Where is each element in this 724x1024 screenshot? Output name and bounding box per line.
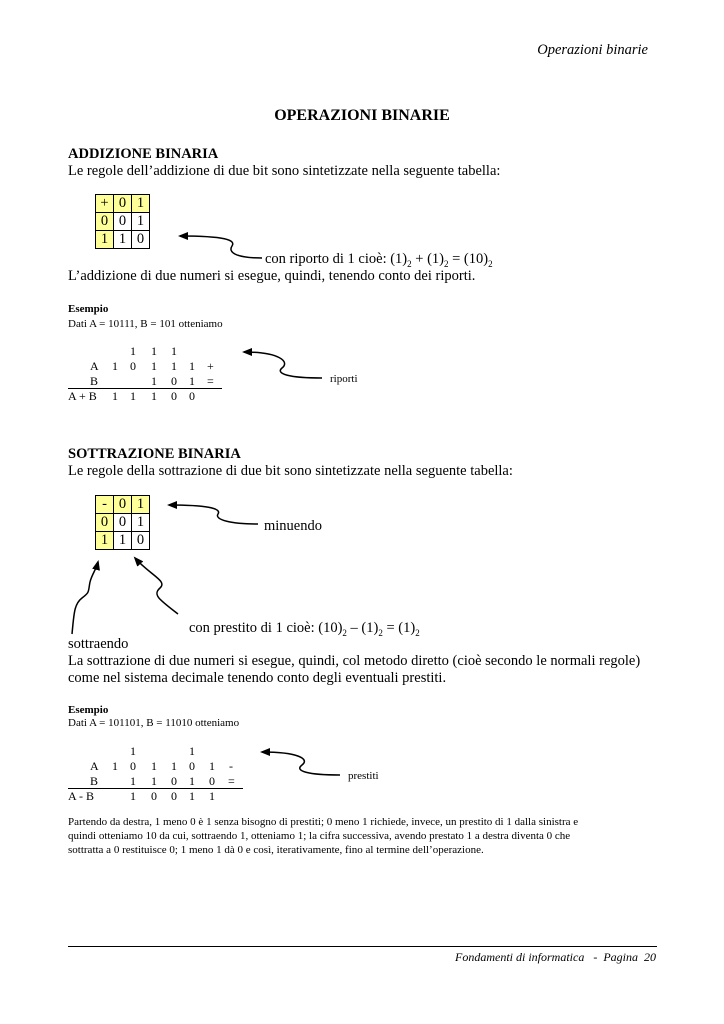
row-a-digit: 1 <box>151 759 157 773</box>
carry-note-eq: = (10) <box>448 251 489 267</box>
explanation-line-3: sottratta a 0 restituisce 0; 1 meno 1 dà 0 e così, iterativamente, fino al termine dell’operazione. <box>68 844 484 856</box>
row-a-digit: 0 <box>130 359 136 373</box>
subtrahend-arrow <box>72 562 98 634</box>
row-a-digit: 1 <box>171 359 177 373</box>
row-b-digit: 1 <box>189 374 195 388</box>
table-cell: 1 <box>132 213 150 231</box>
carry-digit: 1 <box>151 344 157 358</box>
addition-example-label: Esempio <box>68 303 109 315</box>
table-cell: 1 <box>132 514 150 532</box>
subscript: 2 <box>488 258 493 269</box>
result-digit: 0 <box>189 389 195 403</box>
addition-example-given: Dati A = 10111, B = 101 otteniamo <box>68 318 223 330</box>
subtraction-conclusion-line-1: La sottrazione di due numeri si esegue, quindi, col metodo diretto (cioè secondo le normali regole) <box>68 653 641 669</box>
row-a-digit: 1 <box>151 359 157 373</box>
table-cell: 0 <box>96 514 114 532</box>
riporti-arrow <box>244 352 322 378</box>
result-digit: 1 <box>209 789 215 803</box>
addition-conclusion: L’addizione di due numeri si esegue, quindi, tenendo conto dei riporti. <box>68 268 476 284</box>
table-cell: 1 <box>132 195 150 213</box>
row-a-operator: + <box>207 359 214 373</box>
carries-annotation: riporti <box>330 373 358 385</box>
table-cell: 0 <box>114 213 132 231</box>
result-digit: 1 <box>130 789 136 803</box>
footer-page-label: Pagina <box>603 950 638 964</box>
table-cell: 1 <box>114 231 132 249</box>
row-b-label: B <box>90 374 99 388</box>
page-title: OPERAZIONI BINARIE <box>274 107 450 124</box>
footer-course: Fondamenti di informatica <box>455 950 585 964</box>
result-digit: 0 <box>171 789 177 803</box>
borrows-annotation: prestiti <box>348 770 379 782</box>
minuend-arrow <box>169 505 258 524</box>
row-a-label: A <box>90 359 99 373</box>
row-b-digit: 0 <box>171 774 177 788</box>
table-cell: 0 <box>114 195 132 213</box>
table-cell: - <box>96 496 114 514</box>
row-b-digit: 1 <box>189 774 195 788</box>
result-digit: 0 <box>171 389 177 403</box>
table-cell: 1 <box>96 532 114 550</box>
result-digit: 1 <box>130 389 136 403</box>
addition-intro: Le regole dell’addizione di due bit sono sintetizzate nella seguente tabella: <box>68 163 501 179</box>
row-a-digit: 1 <box>112 359 118 373</box>
subtraction-example-given: Dati A = 101101, B = 11010 otteniamo <box>68 717 240 729</box>
result-label: A - B <box>68 789 95 803</box>
result-digit: 1 <box>189 789 195 803</box>
borrow-arrow <box>135 558 178 614</box>
carry-digit: 1 <box>171 344 177 358</box>
row-b-digit: 1 <box>151 774 157 788</box>
minuend-label: minuendo <box>264 518 322 534</box>
row-b-operator: = <box>228 774 235 788</box>
result-label: A + B <box>68 389 97 403</box>
row-a-digit: 0 <box>189 759 195 773</box>
result-digit: 1 <box>151 389 157 403</box>
explanation-line-1: Partendo da destra, 1 meno 0 è 1 senza bisogno di prestiti; 0 meno 1 richiede, invece, un prestito di 1 dalla sinistra e <box>68 816 579 828</box>
page-number: 20 <box>644 950 656 964</box>
subtrahend-label: sottraendo <box>68 636 129 652</box>
row-a-digit: 1 <box>209 759 215 773</box>
table-cell: 0 <box>132 532 150 550</box>
addition-heading: ADDIZIONE BINARIA <box>68 146 219 162</box>
row-a-digit: 1 <box>189 359 195 373</box>
footer-separator: - <box>593 950 598 964</box>
subscript: 2 <box>378 627 383 638</box>
table-cell: 1 <box>132 496 150 514</box>
table-cell: 0 <box>96 213 114 231</box>
row-b-digit: 1 <box>151 374 157 388</box>
borrow-note-eq: = (1) <box>382 620 416 636</box>
running-header: Operazioni binarie <box>537 42 648 58</box>
subtraction-heading: SOTTRAZIONE BINARIA <box>68 446 241 462</box>
borrow-digit: 1 <box>189 744 195 758</box>
subtraction-conclusion-line-2: come nel sistema decimale tenendo conto degli eventuali prestiti. <box>68 670 447 686</box>
table-cell: 0 <box>132 231 150 249</box>
row-b-operator: = <box>207 374 214 388</box>
subtraction-example-label: Esempio <box>68 704 109 716</box>
borrow-note-minus: – (1) <box>346 620 379 636</box>
row-a-label: A <box>90 759 99 773</box>
carry-digit: 1 <box>130 344 136 358</box>
carry-arrow <box>180 236 262 258</box>
subtraction-intro: Le regole della sottrazione di due bit sono sintetizzate nella seguente tabella: <box>68 463 513 479</box>
subscript: 2 <box>415 627 420 638</box>
subscript: 2 <box>342 627 347 638</box>
result-digit: 1 <box>112 389 118 403</box>
explanation-line-2: quindi otteniamo 10 da cui, sottraendo 1, otteniamo 1; la cifra successiva, avendo prestato 1 a destra diventa 0 che <box>68 830 571 842</box>
carry-note-text: con riporto di 1 cioè: (1) <box>265 251 408 267</box>
carry-note-plus: + (1) <box>411 251 444 267</box>
subscript: 2 <box>407 258 412 269</box>
row-a-digit: 1 <box>171 759 177 773</box>
row-a-operator: - <box>229 759 233 773</box>
result-digit: 0 <box>151 789 157 803</box>
prestiti-arrow <box>262 752 340 775</box>
row-b-digit: 0 <box>209 774 215 788</box>
table-cell: 1 <box>114 532 132 550</box>
table-cell: 0 <box>114 496 132 514</box>
borrow-digit: 1 <box>130 744 136 758</box>
row-a-digit: 0 <box>130 759 136 773</box>
row-b-label: B <box>90 774 99 788</box>
table-cell: + <box>96 195 114 213</box>
row-a-digit: 1 <box>112 759 118 773</box>
row-b-digit: 0 <box>171 374 177 388</box>
borrow-note-text: con prestito di 1 cioè: (10) <box>189 620 343 636</box>
subscript: 2 <box>443 258 449 269</box>
table-cell: 0 <box>114 514 132 532</box>
row-b-digit: 1 <box>130 774 136 788</box>
table-cell: 1 <box>96 231 114 249</box>
